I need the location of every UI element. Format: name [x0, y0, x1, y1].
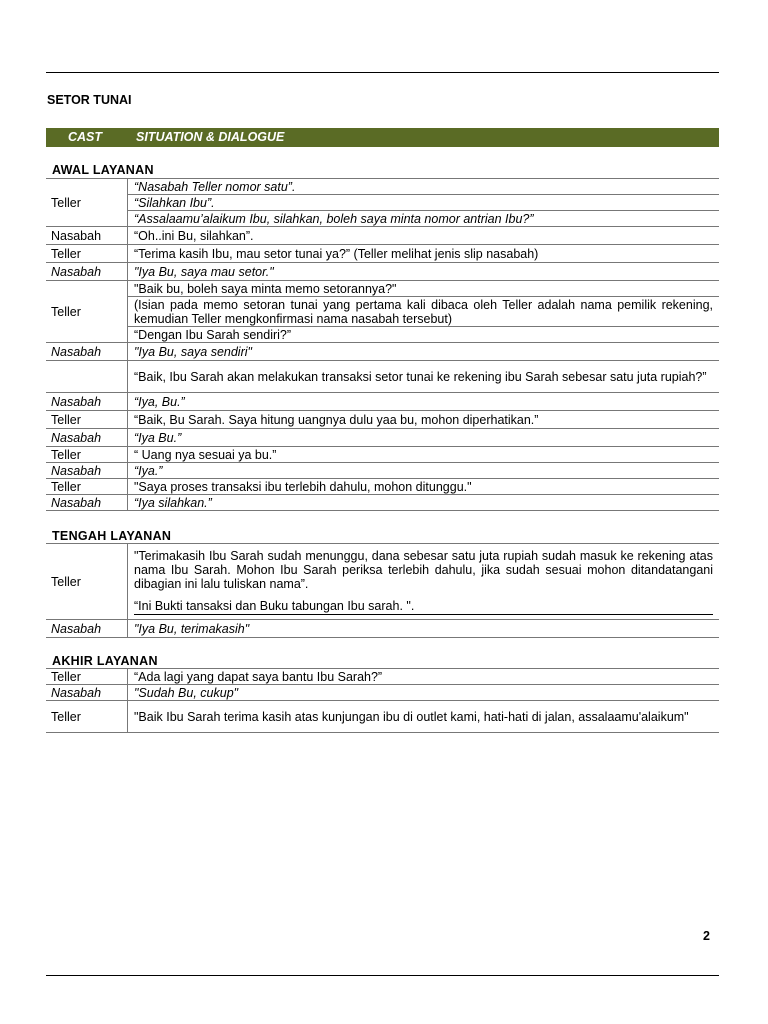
cast-cell: Nasabah — [46, 343, 128, 361]
header-cast: CAST — [68, 130, 103, 144]
dialogue-cell — [128, 544, 720, 620]
dialogue-table-awal — [46, 178, 719, 511]
dialogue-line-underlined: “Ini Bukti tansaksi dan Buku tabungan Ibu sarah. ". — [134, 599, 713, 615]
dialogue-line: “Oh..ini Bu, silahkan”. — [128, 227, 720, 245]
cast-cell: Nasabah — [46, 429, 128, 447]
dialogue-line: “Terima kasih Ibu, mau setor tunai ya?” (Teller melihat jenis slip nasabah) — [128, 245, 720, 263]
top-rule — [46, 72, 719, 73]
cast-cell: Teller — [46, 281, 128, 343]
cast-cell: Nasabah — [46, 263, 128, 281]
cast-cell: Teller — [46, 701, 128, 733]
dialogue-line: "Saya proses transaksi ibu terlebih dahulu, mohon ditunggu." — [128, 479, 720, 495]
cast-cell: Nasabah — [46, 227, 128, 245]
dialogue-table-akhir — [46, 668, 719, 733]
dialogue-line: "Baik bu, boleh saya minta memo setorannya?" — [128, 281, 720, 297]
dialogue-line: "Baik Ibu Sarah terima kasih atas kunjungan ibu di outlet kami, hati-hati di jalan, assalaamu'alaikum" — [128, 701, 720, 733]
table-header — [46, 128, 719, 147]
cast-cell: Nasabah — [46, 393, 128, 411]
cast-cell: Teller — [46, 411, 128, 429]
section-heading-awal: AWAL LAYANAN — [52, 163, 154, 177]
dialogue-line: "Terimakasih Ibu Sarah sudah menunggu, dana sebesar satu juta rupiah sudah masuk ke rekening atas nama Ibu Sarah. Mohon Ibu Sarah periksa terlebih dahulu, jika sudah sesuai mohon ditandatangani dibagian ini lalu tuliskan nama”. — [134, 548, 713, 591]
cast-cell: Teller — [46, 669, 128, 685]
dialogue-line: “Dengan Ibu Sarah sendiri?” — [128, 327, 720, 343]
cast-cell: Nasabah — [46, 620, 128, 638]
cast-cell: Nasabah — [46, 463, 128, 479]
dialogue-line: "Iya Bu, terimakasih" — [128, 620, 720, 638]
dialogue-line: "Sudah Bu, cukup" — [128, 685, 720, 701]
dialogue-line: “Ada lagi yang dapat saya bantu Ibu Sarah?” — [128, 669, 720, 685]
dialogue-line: "Iya Bu, saya mau setor." — [128, 263, 720, 281]
dialogue-line: “Assalaamu’alaikum Ibu, silahkan, boleh saya minta nomor antrian Ibu?” — [128, 211, 720, 227]
dialogue-line: (Isian pada memo setoran tunai yang pertama kali dibaca oleh Teller adalah nama pemilik rekening, kemudian Teller mengkonfirmasi nama nasabah tersebut) — [128, 297, 720, 327]
cast-cell: Teller — [46, 479, 128, 495]
dialogue-table-tengah — [46, 543, 719, 638]
cast-cell: Teller — [46, 179, 128, 227]
section-heading-akhir: AKHIR LAYANAN — [52, 654, 158, 668]
cast-cell: Teller — [46, 245, 128, 263]
header-situation: SITUATION & DIALOGUE — [136, 130, 285, 144]
cast-cell: Teller — [46, 447, 128, 463]
dialogue-line: “Silahkan Ibu”. — [128, 195, 720, 211]
cast-cell — [46, 361, 128, 393]
bottom-rule — [46, 975, 719, 976]
dialogue-line: “Nasabah Teller nomor satu”. — [128, 179, 720, 195]
document-title: SETOR TUNAI — [47, 93, 132, 107]
dialogue-line: “Iya, Bu.” — [128, 393, 720, 411]
section-heading-tengah: TENGAH LAYANAN — [52, 529, 172, 543]
cast-cell: Nasabah — [46, 495, 128, 511]
dialogue-line: “ Uang nya sesuai ya bu.” — [128, 447, 720, 463]
dialogue-line: “Iya silahkan.” — [128, 495, 720, 511]
dialogue-line: “Baik, Ibu Sarah akan melakukan transaksi setor tunai ke rekening ibu Sarah sebesar satu juta rupiah?” — [128, 361, 720, 393]
dialogue-line: “Iya.” — [128, 463, 720, 479]
cast-cell: Nasabah — [46, 685, 128, 701]
dialogue-line: “Baik, Bu Sarah. Saya hitung uangnya dulu yaa bu, mohon diperhatikan.” — [128, 411, 720, 429]
cast-cell: Teller — [46, 544, 128, 620]
dialogue-line: “Iya Bu.” — [128, 429, 720, 447]
page-number: 2 — [703, 929, 710, 943]
dialogue-line: "Iya Bu, saya sendiri" — [128, 343, 720, 361]
